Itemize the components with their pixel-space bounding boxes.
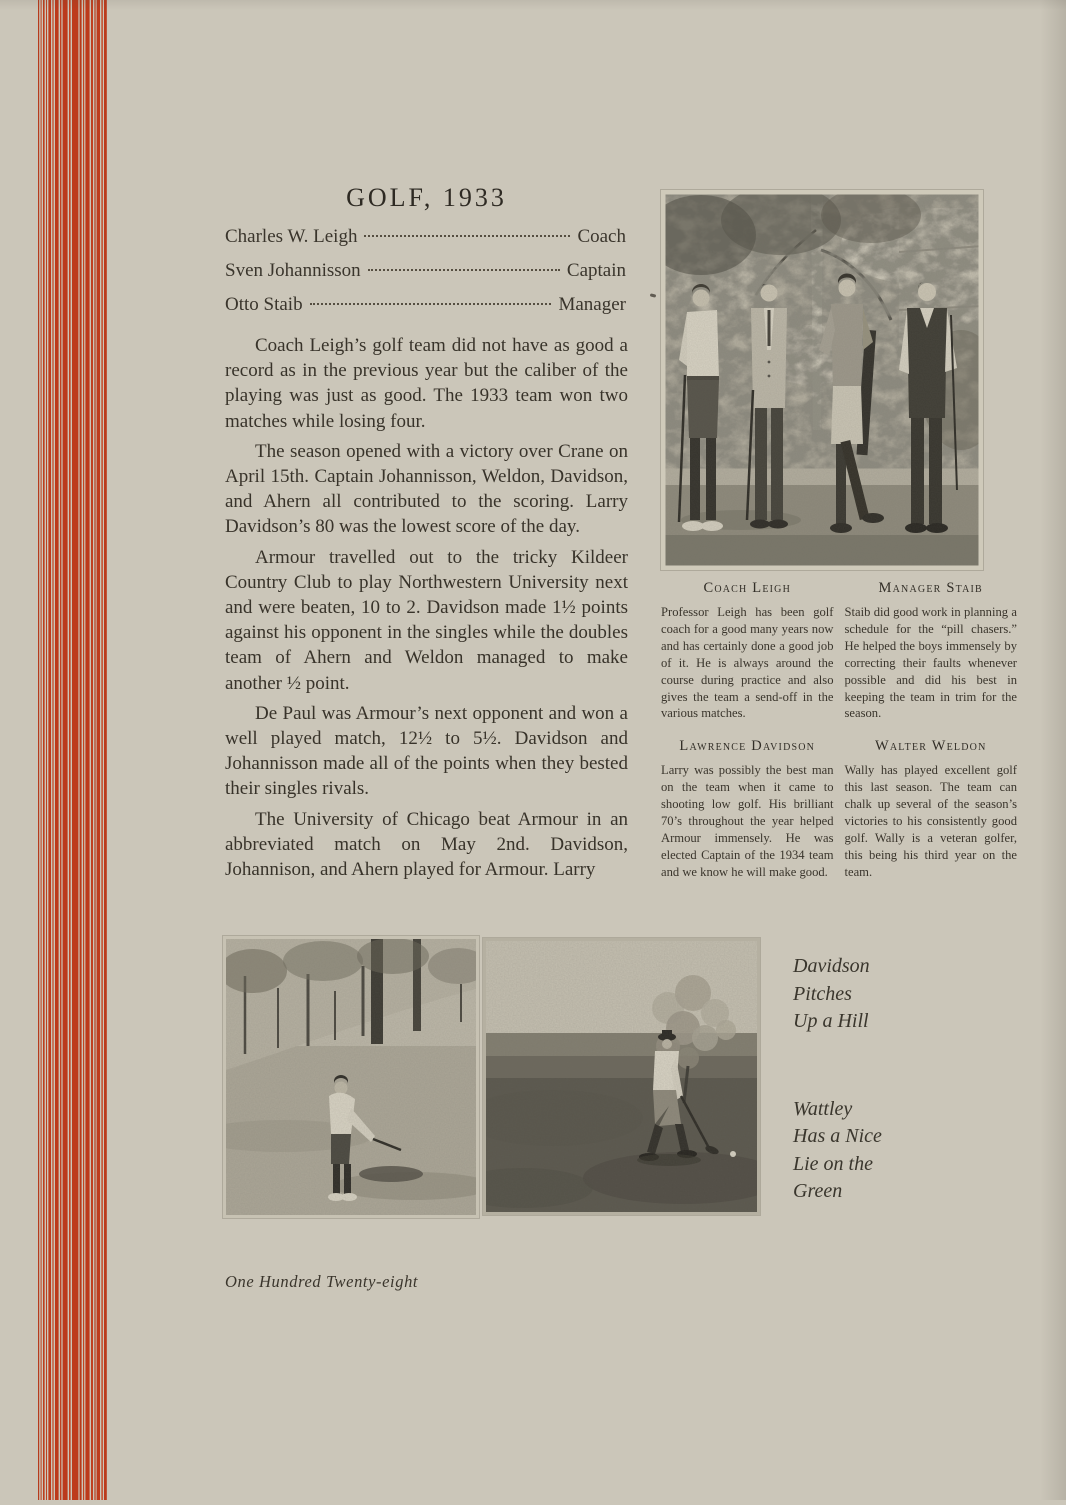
- profiles-right-column: [845, 580, 1018, 894]
- profiles-left-column: [661, 580, 834, 894]
- wattley-photo-illustration: [483, 938, 760, 1215]
- profile-walter-weldon: [845, 738, 1018, 880]
- roster-row: [225, 294, 626, 328]
- caption-line: Davidson: [793, 955, 870, 977]
- roster-role: Captain: [566, 260, 626, 281]
- profile-heading: Coach Leigh: [703, 580, 792, 596]
- caption-davidson: [793, 953, 993, 1036]
- dotted-leader: [364, 235, 570, 237]
- roster-name: Sven Johannisson: [225, 260, 361, 281]
- article-paragraph: Armour travelled out to the tricky Kildeer Country Club to play Northwestern University next and were beaten, 10 to 2. Davidson made 1½ points against his opponent in the singles while the doubles team of Ahern and Weldon managed to make another ½ point.: [225, 546, 628, 694]
- caption-line: Up a Hill: [793, 1010, 869, 1032]
- team-roster: [225, 226, 626, 328]
- profile-text: Professor Leigh has been golf coach for a good many years now and has certainly done a good job of it. He is always around the course during practice and also gives the team a send-off in the various matches.: [661, 605, 834, 721]
- caption-line: Lie on the: [793, 1152, 873, 1175]
- stripe-pattern: [38, 0, 108, 1500]
- profile-heading: Manager Staib: [878, 580, 983, 596]
- dotted-leader: [310, 303, 552, 305]
- caption-line: Wattley: [793, 1097, 853, 1120]
- roster-row: [225, 260, 626, 294]
- profile-lawrence-davidson: [661, 738, 834, 880]
- team-photo: [661, 190, 983, 570]
- page-edge-shade: [1040, 0, 1066, 1500]
- team-photo-illustration: [661, 190, 983, 570]
- roster-name: Charles W. Leigh: [225, 226, 358, 247]
- roster-name: Otto Staib: [225, 294, 303, 315]
- roster-role: Coach: [577, 226, 626, 247]
- roster-role: Manager: [558, 294, 626, 315]
- wattley-green-photo: [483, 938, 760, 1215]
- article-paragraph: Coach Leigh’s golf team did not have as good a record as in the previous year but the caliber of the playing was just as good. The 1933 team won two matches while losing four.: [225, 335, 628, 432]
- profile-text: Larry was possibly the best man on the team when it came to shooting low golf. His brilliant 70’s throughout the year helped Armour immensely. He was elected Captain of the 1934 team and we know he will make good.: [661, 763, 834, 879]
- davidson-photo-illustration: [223, 936, 479, 1218]
- caption-line: Pitches: [793, 982, 852, 1005]
- page-top-shade: [0, 0, 1066, 10]
- profile-text: Wally has played excellent golf this last season. The team can chalk up several of the season’s victories to his consistently good golf. Wally is a veteran golfer, this being his third year on the team.: [844, 763, 1017, 879]
- red-stripe-band: [38, 0, 108, 1500]
- article-paragraph: De Paul was Armour’s next opponent and won a well played match, 12½ to 5½. Davidson and Johannisson made all of the points when they bested their singles rivals.: [225, 702, 628, 800]
- caption-line: Has a Nice: [793, 1125, 882, 1147]
- caption-line: Green: [793, 1180, 843, 1202]
- profile-text: Staib did good work in planning a schedule for the “pill chasers.” He helped the boys immensely by correcting their faults whenever possible and did his best in keeping the team in trim for the season.: [844, 605, 1017, 721]
- caption-wattley: [793, 1096, 993, 1206]
- player-profiles: [661, 580, 1017, 894]
- photo-captions: [793, 953, 993, 1206]
- profile-heading: Lawrence Davidson: [679, 738, 816, 755]
- page-title: GOLF, 1933: [346, 183, 507, 212]
- dotted-leader: [368, 269, 560, 271]
- roster-row: [225, 226, 626, 260]
- profile-manager-staib: [845, 580, 1018, 722]
- season-article: [225, 333, 628, 887]
- profile-coach-leigh: [661, 580, 834, 722]
- page-number-folio: One Hundred Twenty-eight: [225, 1272, 419, 1291]
- article-paragraph: The University of Chicago beat Armour in an abbreviated match on May 2nd. Davidson, Johannison, and Ahern played for Armour. Larry: [225, 808, 628, 881]
- print-artifact-mark: [650, 293, 657, 297]
- article-paragraph: The season opened with a victory over Crane on April 15th. Captain Johannisson, Weldon, Davidson, and Ahern all contributed to the scoring. Larry Davidson’s 80 was the lowest score of the day.: [225, 440, 628, 538]
- profile-heading: Walter Weldon: [874, 738, 987, 755]
- davidson-pitching-photo: [223, 936, 479, 1218]
